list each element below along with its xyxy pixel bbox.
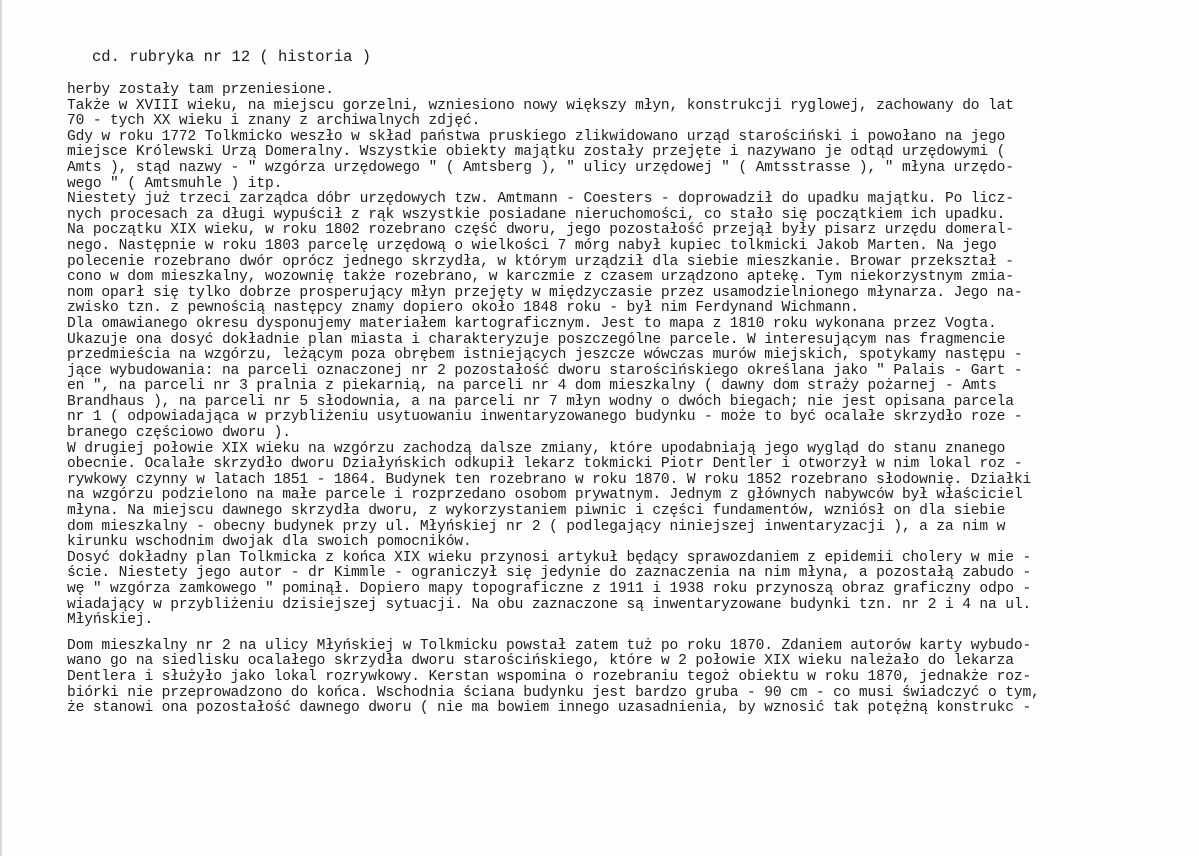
text-line: zwisko tzn. z pewnością następcy znamy dopiero około 1848 roku - był nim Ferdynand Wichmann.: [67, 300, 859, 317]
text-line: W drugiej połowie XIX wieku na wzgórzu zachodzą dalsze zmiany, które upodabniają jego wygląd do stanu znanego: [67, 440, 1006, 457]
text-line: herby zostały tam przeniesione.: [67, 82, 334, 98]
body-text: [67, 83, 1177, 717]
text-line: branego częściowo dworu ).: [67, 425, 291, 442]
text-line: en ", na parceli nr 3 pralnia z piekarnią, na parceli nr 4 dom mieszkalny ( dawny dom straży pożarnej - Amts: [67, 378, 997, 395]
text-line: rywkowy czynny w latach 1851 - 1864. Budynek ten rozebrano w roku 1870. W roku 1852 rozebrano słodownię. Działki: [67, 471, 1032, 488]
text-line: jące wybudowania: na parceli oznaczonej nr 2 pozostałość dworu starościńskiego określana jako " Palais - Gart -: [67, 362, 1023, 379]
text-line: przedmieścia na wzgórzu, leżącym poza obrębem istniejących jeszcze wówczas murów miejskich, spotykamy następu -: [67, 347, 1023, 364]
text-line: Dentlera i służyło jako lokal rozrywkowy. Kerstan wspomina o rozebraniu tegoż obiektu w roku 1870, jednakże roz-: [67, 668, 1032, 685]
text-line: Młyńskiej.: [67, 612, 154, 629]
text-line: nr 1 ( odpowiadająca w przybliżeniu usytuowaniu inwentaryzowanego budynku - może to być ocalałe skrzydło roze -: [67, 409, 1023, 426]
text-line: kirunku wschodnim dwojak dla swoich pomocników.: [67, 534, 472, 551]
text-line: Dom mieszkalny nr 2 na ulicy Młyńskiej w Tolkmicku powstał zatem tuż po roku 1870. Zdaniem autorów karty wybudo-: [67, 637, 1032, 654]
text-line: Na początku XIX wieku, w roku 1802 rozebrano część dworu, jego pozostałość przejął były pisarz urzędu domeral-: [67, 222, 1014, 239]
text-line: polecenie rozebrano dwór oprócz jednego skrzydła, w którym urządził dla siebie mieszkanie. Browar przekształ -: [67, 253, 1014, 270]
text-line: biórki nie przeprowadzono do końca. Wschodnia ściana budynku jest bardzo gruba - 90 cm - co musi świadczyć o tym,: [67, 684, 1040, 701]
text-line: wano go na siedlisku ocalałego skrzydła dworu starościńskiego, które w 2 połowie XIX wieku należało do lekarza: [67, 653, 1014, 670]
text-line: młyna. Na miejscu dawnego skrzydła dworu, z wykorzystaniem piwnic i części fundamentów, wzniósł on dla siebie: [67, 503, 1006, 520]
text-line: Brandhaus ), na parceli nr 5 słodownia, a na parceli nr 7 młyn wodny o dwóch biegach; nie jest opisana parcela: [67, 393, 1014, 410]
text-line: dom mieszkalny - obecny budynek przy ul. Młyńskiej nr 2 ( podlegający niniejszej inwentaryzacji ), a za nim w: [67, 518, 1006, 535]
text-line: że stanowi ona pozostałość dawnego dworu ( nie ma bowiem innego uzasadnienia, by wznosić tak potężną konstrukc -: [67, 700, 1032, 717]
text-line: wę " wzgórza zamkowego " pominął. Dopiero mapy topograficzne z 1911 i 1938 roku przynoszą obraz graficzny odpo -: [67, 581, 1032, 597]
text-line: cono w dom mieszkalny, wozownię także rozebrano, w karczmie z czasem urządzono aptekę. Tym niekorzystnym zmia-: [67, 269, 1014, 286]
text-line: Amts ), stąd nazwy - " wzgórza urzędowego " ( Amtsberg ), " ulicy urzędowej " ( Amtsstrasse ), " młyna urzędo-: [67, 159, 1014, 176]
text-line: 70 - tych XX wieku i znany z archiwalnych zdjęć.: [67, 113, 481, 130]
page-header: cd. rubryka nr 12 ( historia ): [92, 48, 372, 66]
text-line: Gdy w roku 1772 Tolkmicko weszło w skład państwa pruskiego zlikwidowano urząd starościński i powołano na jego: [67, 128, 1006, 145]
text-line: miejsce Królewski Urzą Domeralny. Wszystkie obiekty majątku zostały przejęte i nazywano je odtąd urzędowymi (: [67, 144, 1006, 161]
text-line: na wzgórzu podzielono na małe parcele i rozprzedano osobom prywatnym. Jednym z głównych nabywców był właściciel: [67, 487, 1023, 504]
text-line: ście. Niestety jego autor - dr Kimmle - ograniczył się jedynie do zaznaczenia na nim młyna, a pozostałą zabudo -: [67, 565, 1032, 582]
text-line: obecnie. Ocalałe skrzydło dworu Działyńskich odkupił lekarz tokmicki Piotr Dentler i otworzył w nim lokal roz -: [67, 456, 1023, 473]
text-line: Ukazuje ona dosyć dokładnie plan miasta i charakteryzuje poszczególne parcele. W interesującym nas fragmencie: [67, 331, 1006, 348]
text-line: Niestety już trzeci zarządca dóbr urzędowych tzw. Amtmann - Coesters - doprowadził do upadku majątku. Po licz-: [67, 191, 1014, 208]
text-line: nych procesach za długi wypuścił z rąk wszystkie posiadane nieruchomości, co stało się początkiem ich upadku.: [67, 206, 1006, 223]
text-line: nom oparł się tylko dobrze prosperujący młyn przejęty w międzyczasie przez usamodzielnionego młynarza. Jego na-: [67, 284, 1023, 301]
text-line: wego " ( Amtsmuhle ) itp.: [67, 175, 283, 192]
text-line: Dosyć dokładny plan Tolkmicka z końca XIX wieku przynosi artykuł będący sprawozdaniem z epidemii cholery w mie -: [67, 549, 1032, 566]
text-line: wiadający w przybliżeniu dzisiejszej sytuacji. Na obu zaznaczone są inwentaryzowane budynki tzn. nr 2 i 4 na ul.: [67, 596, 1032, 613]
text-line: nego. Następnie w roku 1803 parcelę urzędową o wielkości 7 mórg nabył kupiec tolkmicki Jakob Marten. Na jego: [67, 237, 997, 254]
text-line: Dla omawianego okresu dysponujemy materiałem kartograficznym. Jest to mapa z 1810 roku wykonana przez Vogta.: [67, 315, 997, 332]
text-line: Także w XVIII wieku, na miejscu gorzelni, wzniesiono nowy większy młyn, konstrukcji ryglowej, zachowany do lat: [67, 97, 1014, 114]
